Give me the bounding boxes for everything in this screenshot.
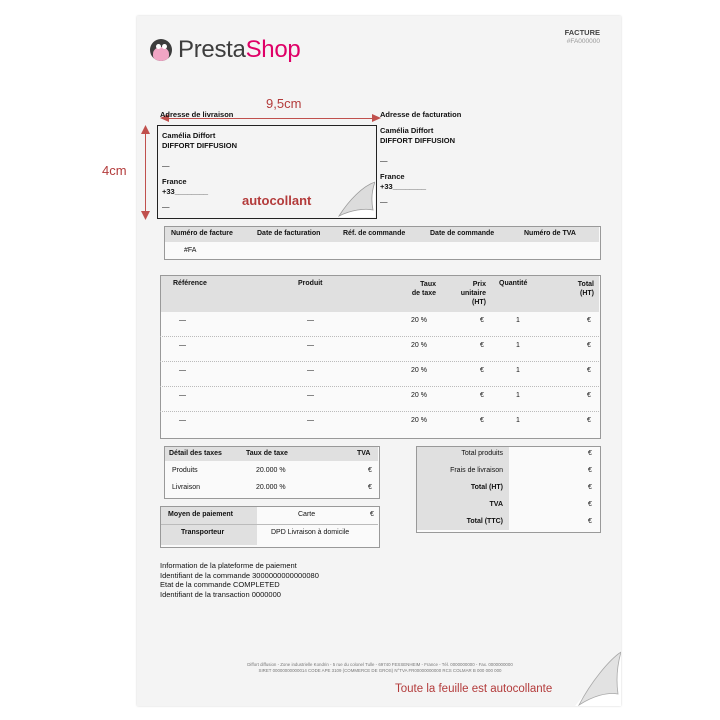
row-0-ref: — — [179, 317, 186, 324]
row-2-qty: 1 — [516, 367, 520, 374]
invoice-info-header-4: Numéro de TVA — [524, 230, 576, 237]
payment-info-title: Information de la plateforme de paiement — [160, 561, 297, 570]
row-3-product: — — [307, 392, 314, 399]
billing-phone: +33________ — [380, 182, 427, 191]
prestashop-logo — [150, 36, 300, 64]
puffin-logo-icon — [150, 39, 172, 61]
invoice-info-header-2: Réf. de commande — [343, 230, 406, 237]
header-total: Total (HT) — [577, 281, 594, 297]
row-4-tax: 20 % — [411, 417, 427, 424]
tax-row-0-rate: 20.000 % — [256, 467, 286, 474]
row-3-total: € — [587, 392, 591, 399]
invoice-header — [565, 28, 600, 45]
invoice-footer — [160, 662, 600, 674]
arrow-up-icon — [140, 125, 151, 135]
row-2-product: — — [307, 367, 314, 374]
invoice-number-value: #FA — [184, 247, 197, 254]
payment-row-divider — [161, 524, 378, 525]
row-4-total: € — [587, 417, 591, 424]
billing-address — [380, 126, 455, 207]
logo-text-presta: Presta — [178, 36, 246, 63]
row-0-product: — — [307, 317, 314, 324]
delivery-line-dash-2: — — [162, 202, 170, 211]
height-dimension-label: 4cm — [102, 163, 127, 178]
row-1-product: — — [307, 342, 314, 349]
row-2-price: € — [480, 367, 484, 374]
row-4-qty: 1 — [516, 417, 520, 424]
sticker-label: autocollant — [242, 193, 312, 208]
payment-method-amount: € — [370, 511, 374, 518]
footer-line-2: SIRET 00000000000014 CODE APE 3109 (COMMERCE DE GROS) N°TVA FR00000000000 RCS COLMAR B 000 000 000 — [258, 668, 502, 673]
tax-row-1-vat: € — [368, 484, 372, 491]
row-3-tax: 20 % — [411, 392, 427, 399]
vat-value: € — [588, 501, 592, 508]
billing-company: DIFFORT DIFFUSION — [380, 136, 455, 145]
row-0-qty: 1 — [516, 317, 520, 324]
total-products-label: Total produits — [461, 450, 503, 457]
invoice-info-header-3: Date de commande — [430, 230, 495, 237]
row-1-ref: — — [179, 342, 186, 349]
invoice-number: #FA000000 — [566, 38, 600, 45]
tax-header-vat: TVA — [357, 450, 371, 457]
invoice-info-header-1: Date de facturation — [257, 230, 321, 237]
delivery-name: Camélia Diffort — [162, 131, 216, 140]
row-1-tax: 20 % — [411, 342, 427, 349]
tax-header-rate: Taux de taxe — [246, 450, 288, 457]
row-3-ref: — — [179, 392, 186, 399]
sheet-curl-icon — [575, 650, 621, 706]
total-products-value: € — [588, 450, 592, 457]
row-4-product: — — [307, 417, 314, 424]
delivery-address-heading: Adresse de livraison — [160, 110, 234, 119]
row-0-tax: 20 % — [411, 317, 427, 324]
row-4-ref: — — [179, 417, 186, 424]
whole-sheet-adhesive-label: Toute la feuille est autocollante — [395, 683, 553, 695]
row-1-price: € — [480, 342, 484, 349]
delivery-address — [162, 131, 237, 212]
header-tax-rate: Taux de taxe — [411, 281, 436, 297]
total-ttc-value: € — [588, 518, 592, 525]
row-divider — [160, 361, 599, 362]
vat-label: TVA — [489, 501, 503, 508]
row-divider — [160, 411, 599, 412]
row-1-qty: 1 — [516, 342, 520, 349]
tax-header-detail: Détail des taxes — [169, 450, 222, 457]
tax-row-0-label: Produits — [172, 467, 198, 474]
invoice-title: FACTURE — [564, 28, 600, 37]
delivery-line-dash: — — [162, 161, 170, 170]
row-0-price: € — [480, 317, 484, 324]
header-unit-price: Prix unitaire (HT) — [460, 281, 486, 306]
total-ttc-label: Total (TTC) — [466, 518, 503, 525]
header-quantity: Quantité — [499, 280, 528, 287]
row-3-price: € — [480, 392, 484, 399]
arrow-down-icon — [140, 210, 151, 220]
row-0-total: € — [587, 317, 591, 324]
billing-line-dash-2: — — [380, 197, 388, 206]
billing-name: Camélia Diffort — [380, 126, 434, 135]
row-2-ref: — — [179, 367, 186, 374]
billing-address-heading: Adresse de facturation — [380, 110, 462, 119]
delivery-company: DIFFORT DIFFUSION — [162, 141, 237, 150]
total-ht-label: Total (HT) — [470, 484, 503, 491]
total-ht-value: € — [588, 484, 592, 491]
payment-platform-info — [160, 561, 319, 599]
tax-row-1-label: Livraison — [172, 484, 201, 491]
invoice-info-header-0: Numéro de facture — [171, 230, 233, 237]
logo-text-shop: Shop — [245, 36, 301, 63]
row-1-total: € — [587, 342, 591, 349]
order-id: Identifiant de la commande 3000000000000080 — [160, 570, 319, 580]
row-2-total: € — [587, 367, 591, 374]
payment-method-value: Carte — [298, 511, 316, 518]
row-4-price: € — [480, 417, 484, 424]
tax-row-0-vat: € — [368, 467, 372, 474]
billing-country: France — [380, 172, 405, 181]
width-dimension-label: 9,5cm — [266, 96, 302, 111]
row-2-tax: 20 % — [411, 367, 427, 374]
row-divider — [160, 386, 599, 387]
shipping-value: € — [588, 467, 592, 474]
footer-line-1: Diffort diffusion - Zone industrielle Kondrin - 5 rue du colonel Tulle - 69740 FESSENHEIM - France - Tél. 0000000000 - Fax. 0000000000 — [247, 662, 513, 667]
products-table-header — [161, 276, 599, 312]
sticker-curl-icon — [337, 180, 375, 217]
delivery-phone: +33________ — [162, 187, 209, 196]
header-reference: Référence — [173, 280, 207, 287]
payment-method-label: Moyen de paiement — [168, 511, 233, 518]
transaction-id: Identifiant de la transaction 0000000 — [160, 589, 281, 599]
tax-row-1-rate: 20.000 % — [256, 484, 286, 491]
carrier-label: Transporteur — [181, 529, 225, 536]
height-dimension-line — [145, 130, 146, 214]
row-divider — [160, 336, 599, 337]
carrier-value: DPD Livraison à domicile — [271, 529, 350, 536]
shipping-label: Frais de livraison — [450, 467, 503, 474]
billing-line-dash: — — [380, 156, 388, 165]
row-3-qty: 1 — [516, 392, 520, 399]
delivery-country: France — [162, 177, 187, 186]
header-product: Produit — [298, 280, 323, 287]
order-status: Etat de la commande COMPLETED — [160, 580, 280, 589]
